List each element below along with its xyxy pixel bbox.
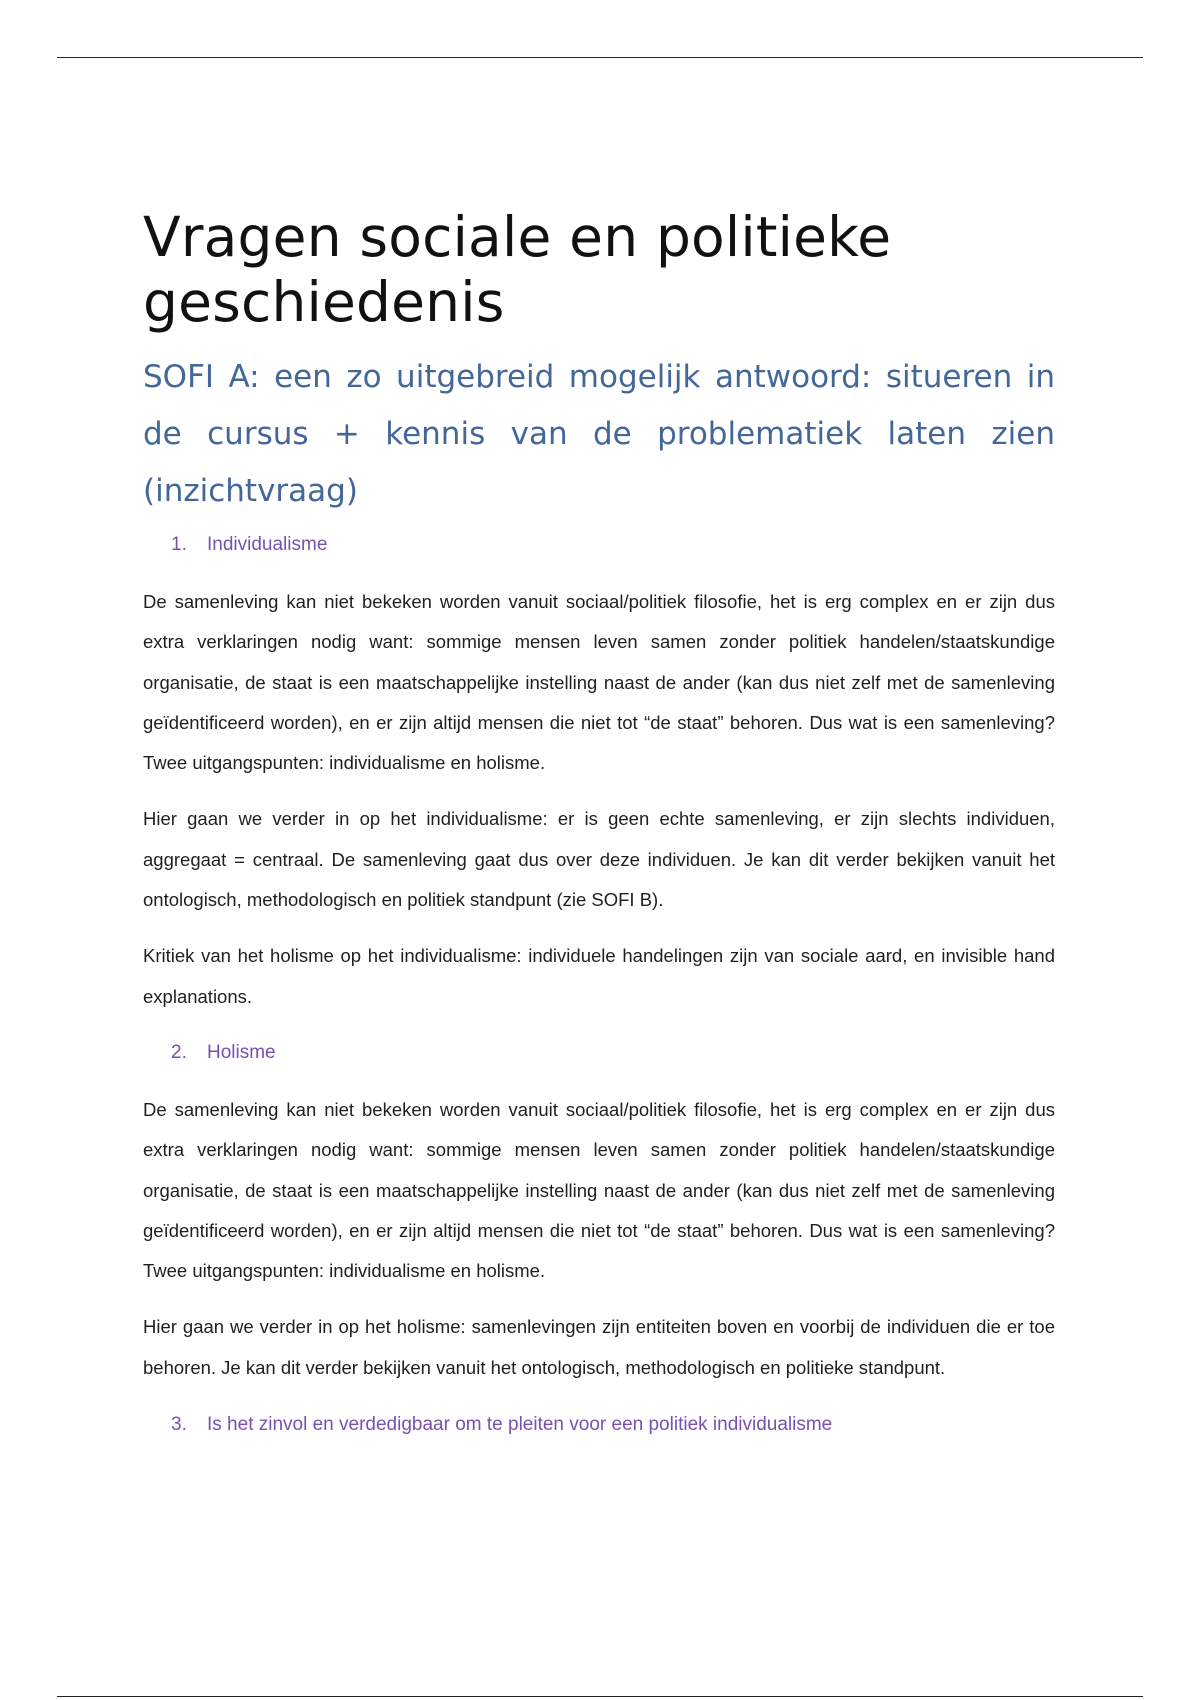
section-heading-politiek-individualisme (143, 1410, 1055, 1440)
document-body (143, 205, 1055, 1440)
paragraph: De samenleving kan niet bekeken worden vanuit sociaal/politiek filosofie, het is erg complex en er zijn dus extra verklaringen nodig want: sommige mensen leven samen zonder politiek handelen/staatskundige organisatie, de staat is een maatschappelijke instelling naast de ander (kan dus niet zelf met de samenleving geïdentificeerd worden), en er zijn altijd mensen die niet tot “de staat” behoren. Dus wat is een samenleving? Twee uitgangspunten: individualisme en holisme. (143, 1098, 1055, 1282)
page-bottom-rule (57, 1696, 1143, 1697)
paragraph: Hier gaan we verder in op het holisme: samenlevingen zijn entiteiten boven en voorbij de individuen die er toe behoren. Je kan dit verder bekijken vanuit het ontologisch, methodologisch en politieke standpunt. (143, 1316, 1055, 1378)
section-number: 1. (171, 534, 187, 555)
section-number: 3. (171, 1414, 187, 1436)
section-number: 2. (171, 1041, 187, 1063)
section-heading-individualisme (143, 530, 1055, 560)
section-title: Is het zinvol en verdedigbaar om te pleiten voor een politiek individualisme (207, 1414, 833, 1436)
paragraph: De samenleving kan niet bekeken worden vanuit sociaal/politiek filosofie, het is erg complex en er zijn dus extra verklaringen nodig want: sommige mensen leven samen zonder politiek handelen/staatskundige organisatie, de staat is een maatschappelijke instelling naast de ander (kan dus niet zelf met de samenleving geïdentificeerd worden), en er zijn altijd mensen die niet tot “de staat” behoren. Dus wat is een samenleving? Twee uitgangspunten: individualisme en holisme. (143, 591, 1055, 774)
paragraph: Hier gaan we verder in op het individualisme: er is geen echte samenleving, er zijn slechts individuen, aggregaat = centraal. De samenleving gaat dus over deze individuen. Je kan dit verder bekijken vanuit het ontologisch, methodologisch en politiek standpunt (zie SOFI B). (143, 808, 1055, 911)
section-title: Individualisme (207, 534, 328, 555)
section-heading-holisme (143, 1038, 1055, 1068)
section-title: Holisme (207, 1041, 276, 1063)
page-top-rule (57, 57, 1143, 58)
document-title: Vragen sociale en politieke geschiedenis (143, 205, 892, 334)
document-subtitle: SOFI A: een zo uitgebreid mogelijk antwoord: situeren in de cursus + kennis van de problematiek laten zien (inzichtvraag) (143, 359, 1055, 509)
paragraph: Kritiek van het holisme op het individualisme: individuele handelingen zijn van sociale aard, en invisible hand explanations. (143, 945, 1055, 1007)
